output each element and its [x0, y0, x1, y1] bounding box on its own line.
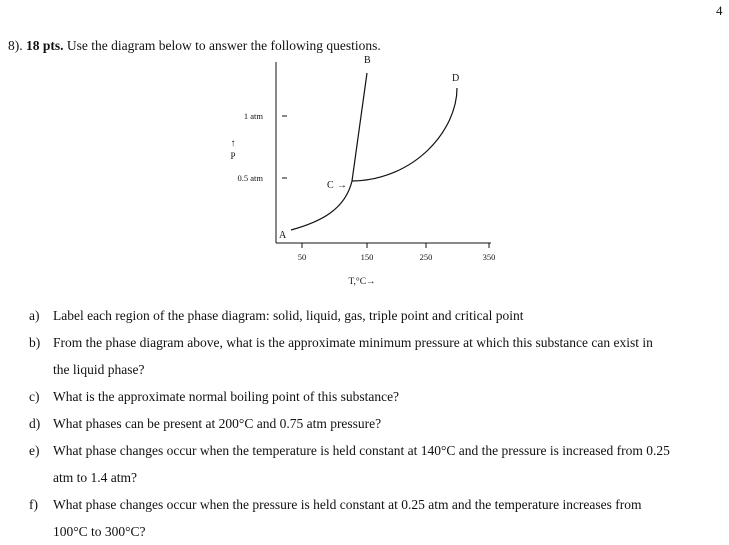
question-text: What phase changes occur when the temperature is held constant at 140°C and the pressure is increased from 0.25: [53, 443, 670, 458]
arrow-c: →: [337, 180, 347, 191]
p-label: P: [230, 151, 236, 161]
question-item-c: [0, 383, 729, 410]
question-item-a: [0, 302, 729, 329]
question-letter: c): [29, 389, 40, 404]
question-text-continued: the liquid phase?: [53, 362, 145, 377]
x-tick-label-350: 350: [482, 252, 496, 262]
question-item-e: [0, 437, 729, 491]
p-arrow: ↑: [230, 138, 236, 149]
question-instruction: Use the diagram below to answer the following questions.: [66, 38, 381, 53]
question-letter: e): [29, 443, 40, 458]
x-axis-label: T,°C→: [348, 277, 376, 287]
question-list: [0, 302, 729, 545]
question-points: 18 pts.: [26, 38, 64, 53]
question-number: 8).: [8, 38, 23, 53]
fusion-curve: [352, 73, 367, 181]
x-tick-label-250: 250: [419, 252, 433, 262]
question-item-d: [0, 410, 729, 437]
question-text: What phase changes occur when the pressure is held constant at 0.25 atm and the temperature increases from: [53, 497, 642, 512]
label-b: B: [364, 55, 371, 66]
question-text: From the phase diagram above, what is the approximate minimum pressure at which this substance can exist in: [53, 335, 653, 350]
label-a: A: [279, 230, 287, 241]
x-tick-label-150: 150: [360, 252, 374, 262]
question-text: What phases can be present at 200°C and 0.75 atm pressure?: [53, 416, 382, 431]
label-d: D: [452, 73, 460, 84]
y-tick-label-1atm: 1 atm: [243, 111, 263, 121]
x-tick-label-50: 50: [297, 252, 307, 262]
question-letter: d): [29, 416, 41, 431]
vaporization-curve: [352, 88, 457, 181]
question-text: What is the approximate normal boiling point of this substance?: [53, 389, 400, 404]
question-text-continued: atm to 1.4 atm?: [53, 470, 137, 485]
question-text-continued: 100°C to 300°C?: [53, 524, 146, 539]
question-letter: a): [29, 308, 40, 323]
question-item-b: [0, 329, 729, 383]
question-letter: f): [29, 497, 38, 512]
question-text: Label each region of the phase diagram: solid, liquid, gas, triple point and critical point: [53, 308, 524, 323]
page-number: 4: [716, 3, 723, 18]
y-tick-label-05atm: 0.5 atm: [237, 173, 263, 183]
label-c: C: [327, 180, 334, 191]
question-letter: b): [29, 335, 41, 350]
